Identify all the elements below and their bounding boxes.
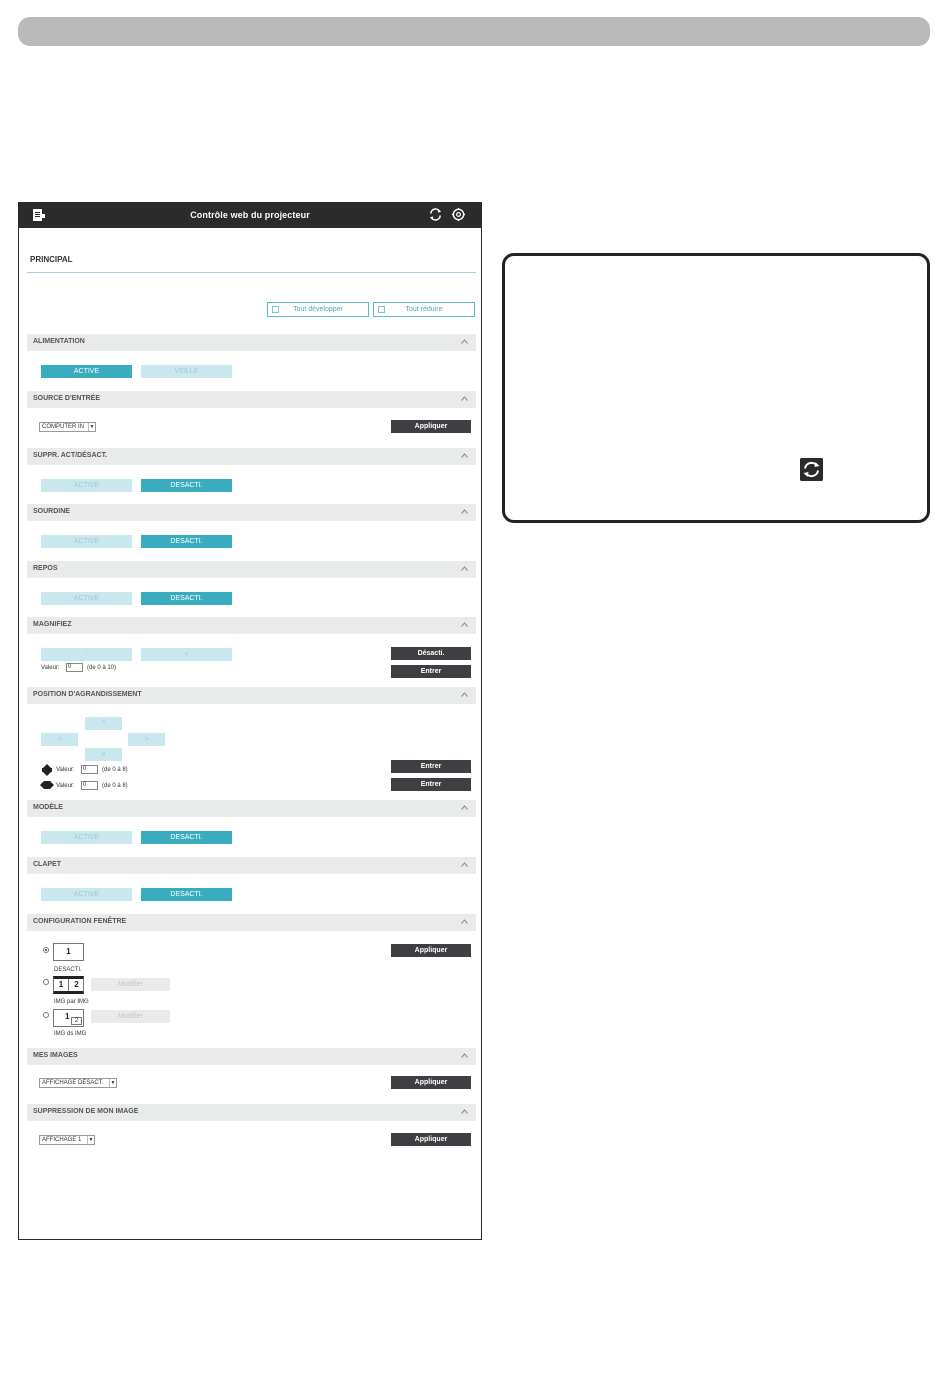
section-input-header[interactable]: [27, 391, 476, 408]
window-pbp-modify-button[interactable]: Modifier: [91, 978, 170, 991]
window-box-label: 1: [66, 947, 71, 956]
magnify-plus-button[interactable]: +: [141, 648, 232, 661]
refresh-icon[interactable]: [428, 207, 443, 222]
vertical-value-label: Valeur:: [56, 767, 75, 773]
select-value: AFFICHAGE DÉSACT.: [42, 1080, 104, 1086]
section-label: MODÈLE: [33, 804, 63, 811]
mute-off-button[interactable]: DESACTI.: [141, 535, 232, 548]
template-on-button[interactable]: ACTIVE: [41, 831, 132, 844]
expand-all-label: Tout développer: [293, 306, 343, 313]
chevron-down-icon: ▼: [88, 1137, 94, 1143]
section-template-header[interactable]: [27, 800, 476, 817]
window-box-label: 2: [71, 1017, 82, 1025]
window-title: Contrôle web du projecteur: [190, 210, 310, 220]
horizontal-position-icon: [40, 779, 54, 791]
section-label: CONFIGURATION FENÊTRE: [33, 918, 127, 925]
template-off-button[interactable]: DESACTI.: [141, 831, 232, 844]
chevron-up-icon: [461, 862, 468, 867]
chevron-up-icon: [461, 692, 468, 697]
refresh-icon: [800, 458, 823, 481]
section-magnify-position-header[interactable]: [27, 687, 476, 704]
vertical-range-label: (de 0 à 8): [102, 767, 128, 773]
section-mute-header[interactable]: [27, 504, 476, 521]
position-left-button[interactable]: <: [41, 733, 78, 746]
window-box-label: 1: [54, 979, 69, 991]
blank-on-button[interactable]: ACTIVE: [41, 479, 132, 492]
input-source-select[interactable]: [39, 422, 96, 432]
section-my-images-header[interactable]: [27, 1048, 476, 1065]
section-window-config-header[interactable]: [27, 914, 476, 931]
window-single-preview: [53, 943, 84, 961]
delete-image-apply-button[interactable]: Appliquer: [391, 1133, 471, 1146]
section-blank-header[interactable]: [27, 448, 476, 465]
page-header-bar: [18, 17, 930, 46]
my-images-select[interactable]: [39, 1078, 117, 1088]
select-value: AFFICHAGE 1: [42, 1137, 82, 1143]
horizontal-value-input[interactable]: 0: [81, 781, 98, 790]
mute-on-button[interactable]: ACTIVE: [41, 535, 132, 548]
window-config-apply-button[interactable]: Appliquer: [391, 944, 471, 957]
section-label: CLAPET: [33, 861, 61, 868]
position-up-button[interactable]: ^: [85, 717, 122, 730]
title-divider: [27, 272, 476, 273]
horizontal-value-label: Valeur:: [56, 783, 75, 789]
section-delete-image-header[interactable]: [27, 1104, 476, 1121]
window-pip-preview: [53, 1009, 84, 1027]
section-power-header[interactable]: [27, 334, 476, 351]
page-title: PRINCIPAL: [30, 255, 73, 264]
chevron-up-icon: [461, 509, 468, 514]
window-box-label: 1: [65, 1012, 70, 1021]
vertical-position-icon: [40, 764, 54, 776]
magnify-value-input[interactable]: 0: [66, 663, 83, 672]
section-label: SUPPRESSION DE MON IMAGE: [33, 1108, 139, 1115]
vertical-value-input[interactable]: 0: [81, 765, 98, 774]
chevron-up-icon: [461, 919, 468, 924]
collapse-all-label: Tout réduire: [405, 306, 443, 313]
magnify-enter-button[interactable]: Entrer: [391, 665, 471, 678]
magnify-value-label: Valeur:: [41, 665, 60, 671]
magnify-minus-button[interactable]: -: [41, 648, 132, 661]
horizontal-range-label: (de 0 à 8): [102, 783, 128, 789]
window-pip-modify-button[interactable]: Modifier: [91, 1010, 170, 1023]
section-freeze-header[interactable]: [27, 561, 476, 578]
chevron-down-icon: ▼: [110, 1080, 116, 1086]
settings-icon[interactable]: [451, 207, 466, 222]
web-control-panel: [18, 202, 482, 1240]
chevron-up-icon: [461, 453, 468, 458]
magnify-range-label: (de 0 à 10): [87, 665, 117, 671]
chevron-up-icon: [461, 396, 468, 401]
callout-box: [502, 253, 930, 523]
delete-image-select[interactable]: [39, 1135, 95, 1145]
section-label: SOURDINE: [33, 508, 70, 515]
titlebar: [19, 203, 481, 228]
select-value: COMPUTER IN: [42, 424, 84, 430]
window-config-radio-pip[interactable]: [43, 1012, 49, 1018]
freeze-off-button[interactable]: DESACTI.: [141, 592, 232, 605]
window-pip-label: IMG ds IMG: [54, 1031, 87, 1037]
section-label: POSITION D'AGRANDISSEMENT: [33, 691, 142, 698]
window-off-label: DESACTI.: [54, 967, 82, 973]
chevron-up-icon: [461, 1109, 468, 1114]
blank-off-button[interactable]: DESACTI.: [141, 479, 232, 492]
power-on-button[interactable]: ACTIVE: [41, 365, 132, 378]
section-magnify-header[interactable]: [27, 617, 476, 634]
section-label: SUPPR. ACT/DÉSACT.: [33, 452, 108, 459]
shutter-off-button[interactable]: DESACTI.: [141, 888, 232, 901]
chevron-up-icon: [461, 1053, 468, 1058]
collapse-all-button[interactable]: [373, 302, 475, 317]
section-label: ALIMENTATION: [33, 338, 85, 345]
window-pbp-label: IMG par IMG: [54, 999, 89, 1005]
position-down-button[interactable]: v: [85, 748, 122, 761]
window-pbp-preview: [53, 976, 84, 994]
freeze-on-button[interactable]: ACTIVE: [41, 592, 132, 605]
section-shutter-header[interactable]: [27, 857, 476, 874]
chevron-up-icon: [461, 339, 468, 344]
chevron-up-icon: [461, 805, 468, 810]
window-config-radio-pbp[interactable]: [43, 979, 49, 985]
chevron-up-icon: [461, 622, 468, 627]
section-label: MES IMAGES: [33, 1052, 78, 1059]
magnify-off-button[interactable]: Désacti.: [391, 647, 471, 660]
section-label: SOURCE D'ENTRÉE: [33, 395, 101, 402]
horizontal-enter-button[interactable]: Entrer: [391, 778, 471, 791]
window-box-label: 2: [74, 980, 79, 989]
chevron-down-icon: ▼: [89, 424, 95, 430]
expand-all-button[interactable]: [267, 302, 369, 317]
position-right-button[interactable]: >: [128, 733, 165, 746]
section-label: REPOS: [33, 565, 58, 572]
shutter-on-button[interactable]: ACTIVE: [41, 888, 132, 901]
vertical-enter-button[interactable]: Entrer: [391, 760, 471, 773]
my-images-apply-button[interactable]: Appliquer: [391, 1076, 471, 1089]
section-label: MAGNIFIEZ: [33, 621, 72, 628]
power-standby-button[interactable]: VEILLE: [141, 365, 232, 378]
window-config-radio-off[interactable]: [43, 947, 49, 953]
chevron-up-icon: [461, 566, 468, 571]
input-apply-button[interactable]: Appliquer: [391, 420, 471, 433]
